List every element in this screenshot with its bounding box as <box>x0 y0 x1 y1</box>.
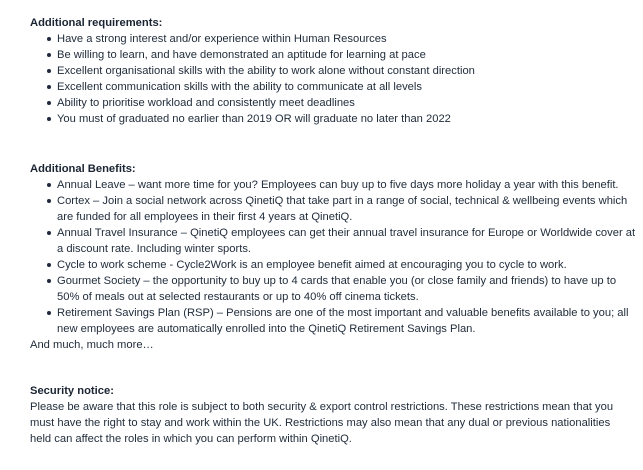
list-item-text: Excellent organisational skills with the ability to work alone without constant direction <box>57 65 475 77</box>
list-item <box>47 63 643 79</box>
benefits-section <box>30 161 643 353</box>
list-item-text: Gourmet Society – the opportunity to buy up to 4 cards that enable you (or close family and friends) to have up to 50% of meals out at selected restaurants or up to 40% off cinema tickets. <box>57 275 617 303</box>
list-item-text: You must of graduated no earlier than 2019 OR will graduate no later than 2022 <box>57 113 451 125</box>
list-item <box>47 257 643 273</box>
benefits-heading: Additional Benefits: <box>30 163 136 175</box>
list-item <box>47 177 643 193</box>
security-notice-text: Please be aware that this role is subject to both security & export control restrictions. These restrictions mean that you must have the right to stay and work within the UK. Restrictions may also mean that any dual or previous nationalities held can affect the roles in which you can perform within QinetiQ. <box>30 401 614 445</box>
requirements-section <box>30 15 643 127</box>
requirements-list <box>30 31 643 127</box>
list-item <box>47 225 643 257</box>
list-item-text: Cycle to work scheme - Cycle2Work is an employee benefit aimed at encouraging you to cycle to work. <box>57 259 567 271</box>
list-item-text: Be willing to learn, and have demonstrated an aptitude for learning at pace <box>57 49 426 61</box>
list-item <box>47 273 643 305</box>
list-item-text: Retirement Savings Plan (RSP) – Pensions are one of the most important and valuable benefits available to you; all new employees are automatically enrolled into the QinetiQ Retirement Savings Plan. <box>57 307 629 335</box>
list-item <box>47 305 643 337</box>
list-item <box>47 47 643 63</box>
list-item-text: Cortex – Join a social network across QinetiQ that take part in a range of social, technical & wellbeing events which are funded for all employees in their first 4 years at QinetiQ. <box>57 195 628 223</box>
list-item-text: Excellent communication skills with the ability to communicate at all levels <box>57 81 422 93</box>
list-item <box>47 95 643 111</box>
requirements-heading: Additional requirements: <box>30 17 163 29</box>
list-item-text: Have a strong interest and/or experience within Human Resources <box>57 33 387 45</box>
list-item <box>47 111 643 127</box>
and-much-more-text: And much, much more… <box>30 339 154 351</box>
list-item <box>47 79 643 95</box>
benefits-list <box>30 177 643 337</box>
security-heading: Security notice: <box>30 385 114 397</box>
list-item <box>47 31 643 47</box>
list-item-text: Annual Travel Insurance – QinetiQ employees can get their annual travel insurance for Europe or Worldwide cover at a discount rate. Including winter sports. <box>57 227 636 255</box>
list-item-text: Ability to prioritise workload and consistently meet deadlines <box>57 97 355 109</box>
list-item <box>47 193 643 225</box>
list-item-text: Annual Leave – want more time for you? Employees can buy up to five days more holiday a year with this benefit. <box>57 179 619 191</box>
security-section <box>30 383 643 447</box>
